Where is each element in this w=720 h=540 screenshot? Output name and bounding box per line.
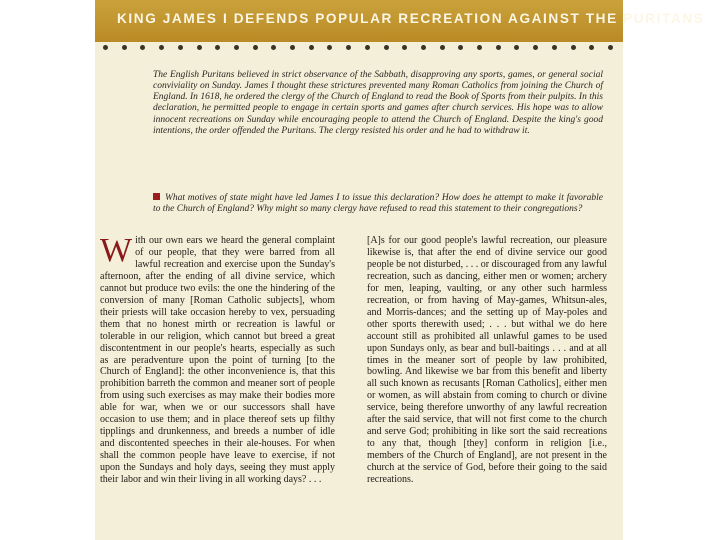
divider-dot (571, 45, 576, 50)
divider-dot (290, 45, 295, 50)
question-text: What motives of state might have led James I to issue this declaration? How does he attempt to make it favorable to the Church of England? Why might so many clergy have refused to read this statement to their congregations? (153, 192, 603, 214)
divider-dot (365, 45, 370, 50)
square-bullet-icon (153, 193, 160, 200)
drop-cap: W (100, 232, 133, 269)
divider-dot (309, 45, 314, 50)
divider-dot (253, 45, 258, 50)
intro-paragraph: The English Puritans believed in strict observance of the Sabbath, disapproving any sports, games, or general social conviviality on Sunday. James I thought these strictures prevented many Roman Catholics from joining the Church of England. In 1618, he ordered the clergy of the Church of England to read the Book of Sports from their pulpits. In this declaration, he permitted people to engage in certain sports and games after church services. His hope was to allow innocent recreations on Sunday while encouraging people to attend the Church of England. Despite the king's good intentions, the order offended the Puritans. The clergy resisted his order and he had to withdraw it. (153, 69, 603, 136)
dot-divider (103, 43, 613, 51)
left-column-text: ith our own ears we heard the general complaint of our people, that they were barred from all lawful recreation and exercise upon the Sunday's afternoon, after the ending of all divine service, which cannot but produce two evils: the one the hindering of the conversion of many [Roman Catholic subjects], whom their priests will take occasion hereby to vex, persuading them that no honest mirth or recreation is lawful or tolerable in our religion, which cannot but breed a great discontentment in our people's hearts, especially as such as are peradventure upon the point of turning [to the Church of England]: the other inconvenience is, that this prohibition barreth the common and meaner sort of people from using such exercises as may make their bodies more able for war, when we or our successors shall have occasion to use them; and in place thereof sets up filthy tipplings and drunkenness, and breeds a number of idle and discontented speeches in their ale-houses. For when shall the common people have leave to exercise, if not upon the Sundays and holy days, seeing they must apply their labor and win their living in all working days? . . . (100, 235, 335, 486)
divider-dot (533, 45, 538, 50)
divider-dot (589, 45, 594, 50)
divider-dot (608, 45, 613, 50)
divider-dot (178, 45, 183, 50)
title-banner (95, 0, 705, 42)
right-column (367, 235, 607, 486)
divider-dot (421, 45, 426, 50)
divider-dot (215, 45, 220, 50)
divider-dot (440, 45, 445, 50)
divider-dot (159, 45, 164, 50)
divider-dot (514, 45, 519, 50)
divider-dot (234, 45, 239, 50)
divider-dot (122, 45, 127, 50)
document-page (95, 0, 705, 540)
page-title: KING JAMES I DEFENDS POPULAR RECREATION AGAINST THE PURITANS (117, 11, 705, 26)
divider-dot (140, 45, 145, 50)
divider-dot (458, 45, 463, 50)
divider-dot (496, 45, 501, 50)
discussion-question (153, 193, 603, 216)
divider-dot (346, 45, 351, 50)
divider-dot (327, 45, 332, 50)
divider-dot (477, 45, 482, 50)
left-column (100, 232, 335, 486)
divider-dot (402, 45, 407, 50)
divider-dot (271, 45, 276, 50)
divider-dot (384, 45, 389, 50)
divider-dot (103, 45, 108, 50)
right-column-text: [A]s for our good people's lawful recreation, our pleasure likewise is, that after the end of divine service our good people be not disturbed, . . . or discouraged from any lawful recreation, such as dancing, either men or women; archery for men, leaping, vaulting, or any other such harmless recreation, or from having of May-games, Whitsun-ales, and Morris-dances; and the setting up of May-poles and other sports therewith used; . . . but withal we do here account still as prohibited all unlawful games to be used upon Sundays only, as bear and bull-baitings . . . and at all times in the meaner sort of people by law prohibited, bowling. And likewise we bar from this benefit and liberty all such known as recusants [Roman Catholics], either men or women, as will abstain from coming to church or divine service, being therefore unworthy of any lawful recreation after the said service, that will not first come to the church and serve God; prohibiting in like sort the said recreations to any that, though [they] conform in religion [i.e., members of the Church of England], are not present in the church at the service of God, before their going to the said recreations. (367, 235, 607, 486)
divider-dot (197, 45, 202, 50)
divider-dot (552, 45, 557, 50)
